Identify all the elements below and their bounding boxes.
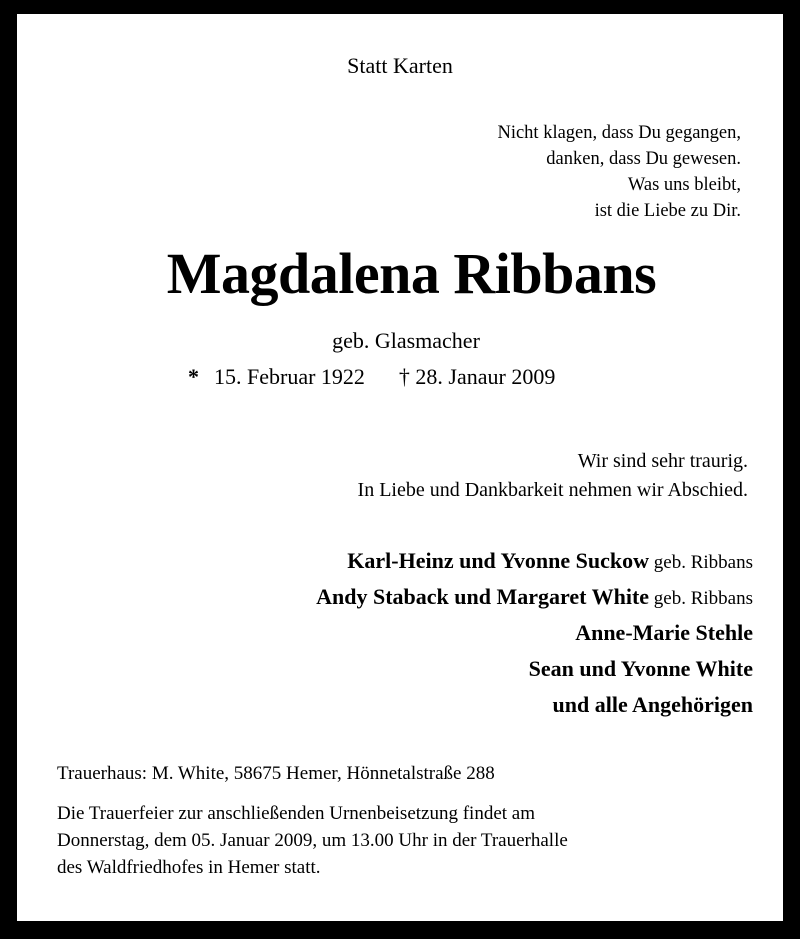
funeral-line: Donnerstag, dem 05. Januar 2009, um 13.00 Uhr in der Trauerhalle bbox=[57, 830, 568, 851]
life-dates bbox=[188, 364, 555, 390]
maiden-name: geb. Glasmacher bbox=[332, 328, 480, 353]
header-statt-karten: Statt Karten bbox=[347, 53, 453, 78]
family-entry bbox=[316, 688, 753, 724]
family-entry bbox=[316, 544, 753, 580]
mourning-line: Wir sind sehr traurig. bbox=[577, 450, 748, 472]
funeral-info bbox=[57, 800, 568, 881]
birth-date: 15. Februar 1922 bbox=[214, 364, 365, 389]
funeral-line: Die Trauerfeier zur anschließenden Urnenbeisetzung findet am bbox=[57, 803, 535, 824]
family-name: Karl-Heinz und Yvonne Suckow bbox=[347, 548, 650, 573]
family-name: und alle Angehörigen bbox=[552, 692, 753, 717]
family-suffix: geb. Ribbans bbox=[649, 552, 753, 573]
deceased-name: Magdalena Ribbans bbox=[166, 241, 657, 306]
death-date: 28. Janaur 2009 bbox=[415, 364, 556, 389]
birth-star-icon: * bbox=[188, 364, 199, 389]
poem-line: Was uns bleibt, bbox=[627, 175, 741, 195]
family-list bbox=[316, 544, 753, 724]
family-entry bbox=[316, 616, 753, 652]
poem bbox=[497, 120, 741, 224]
funeral-line: des Waldfriedhofes in Hemer statt. bbox=[57, 857, 321, 878]
family-name: Anne-Marie Stehle bbox=[575, 620, 753, 645]
mourning-line: In Liebe und Dankbarkeit nehmen wir Abschied. bbox=[357, 479, 748, 501]
poem-line: ist die Liebe zu Dir. bbox=[594, 201, 741, 221]
family-name: Andy Staback und Margaret White bbox=[316, 584, 650, 609]
poem-line: Nicht klagen, dass Du gegangen, bbox=[497, 123, 741, 143]
trauerhaus-address: Trauerhaus: M. White, 58675 Hemer, Hönnetalstraße 288 bbox=[57, 763, 495, 784]
family-entry bbox=[316, 580, 753, 616]
poem-line: danken, dass Du gewesen. bbox=[546, 149, 741, 169]
death-cross-icon: † bbox=[398, 364, 410, 389]
family-name: Sean und Yvonne White bbox=[528, 656, 753, 681]
family-suffix: geb. Ribbans bbox=[649, 588, 753, 609]
mourning-text bbox=[358, 447, 748, 505]
family-entry bbox=[316, 652, 753, 688]
